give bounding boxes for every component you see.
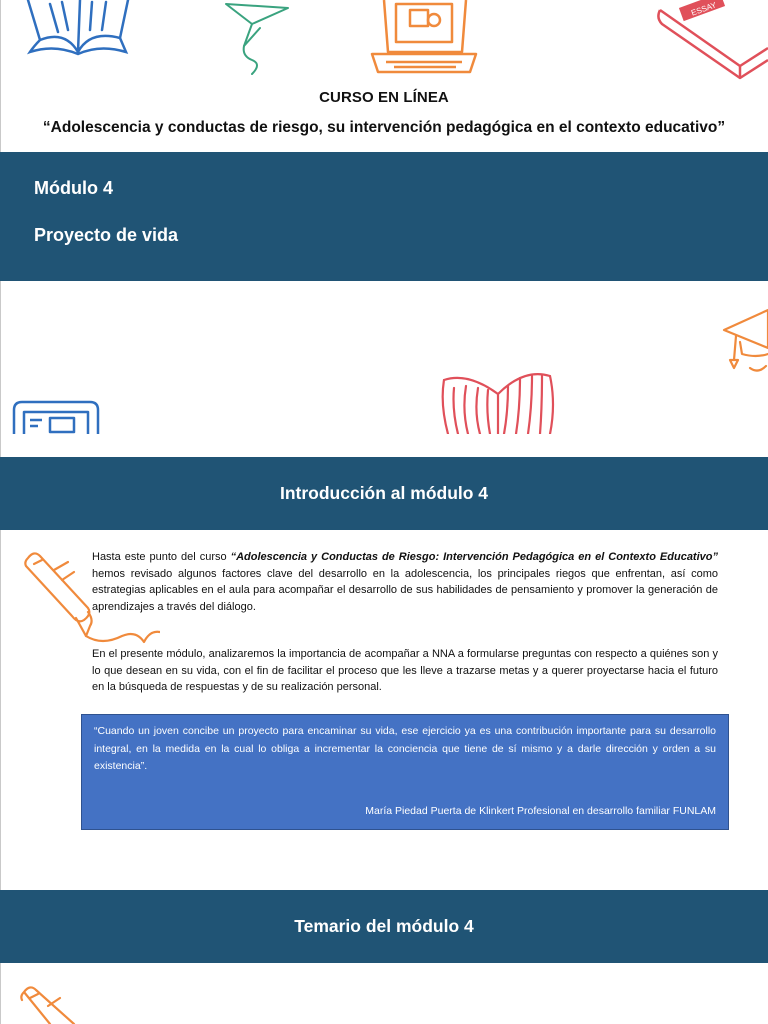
module-name: Proyecto de vida	[34, 225, 179, 245]
quote-author: María Piedad Puerta de Klinkert Profesional en desarrollo familiar FUNLAM	[365, 805, 716, 817]
quote-box	[81, 714, 729, 830]
intro-paragraph-1: Hasta este punto del curso “Adolescencia y Conductas de Riesgo: Intervención Pedagógica en el Contexto Educativo” hemos revisado algunos factores clave del desarrollo en la adolescencia, los principales riegos que enfrentan, así como estrategias aplicables en el aula para acompañar el desarrollo de sus habilidades de pensamiento y promover la generación de aprendizajes a través del diálogo.	[92, 551, 718, 613]
course-type-title: CURSO EN LÍNEA	[319, 89, 449, 106]
open-pages-book-icon	[438, 364, 558, 434]
paper-plane-icon	[222, 0, 292, 76]
laptop-icon	[366, 0, 482, 80]
essay-book-icon	[656, 0, 768, 80]
intro-paragraph-2: En el presente módulo, analizaremos la importancia de acompañar a NNA a formularse preguntas con respecto a quiénes son y lo que desean en su vida, con el fin de facilitar el proceso que les lleve a trazarse metas y a querer proyectarse hacia el futuro en la búsqueda de respuestas y de su realización personal.	[92, 648, 718, 693]
intro-heading: Introducción al módulo 4	[279, 483, 489, 503]
essay-label: ESSAY	[690, 0, 718, 18]
module-number: Módulo 4	[34, 178, 113, 198]
module-banner	[0, 152, 768, 281]
temario-section-banner	[0, 890, 768, 963]
course-name-emphasis: “Adolescencia y Conductas de Riesgo: Intervención Pedagógica en el Contexto Educativo”	[230, 551, 718, 563]
temario-heading: Temario del módulo 4	[294, 916, 474, 936]
pen-icon-bottom	[20, 984, 76, 1024]
open-book-icon	[20, 0, 132, 56]
course-subtitle: “Adolescencia y conductas de riesgo, su intervención pedagógica en el contexto educativo”	[42, 119, 726, 136]
intro-section-banner	[0, 457, 768, 530]
quote-text: “Cuando un joven concibe un proyecto para encaminar su vida, ese ejercicio ya es una contribución importante para su desarrollo integral, en la medida en la cual lo obliga a incrementar la conciencia que tiene de sí mismo y a darle dirección y orden a su existencia”.	[94, 725, 716, 772]
tablet-icon	[12, 400, 100, 434]
graduation-cap-icon	[722, 296, 768, 380]
